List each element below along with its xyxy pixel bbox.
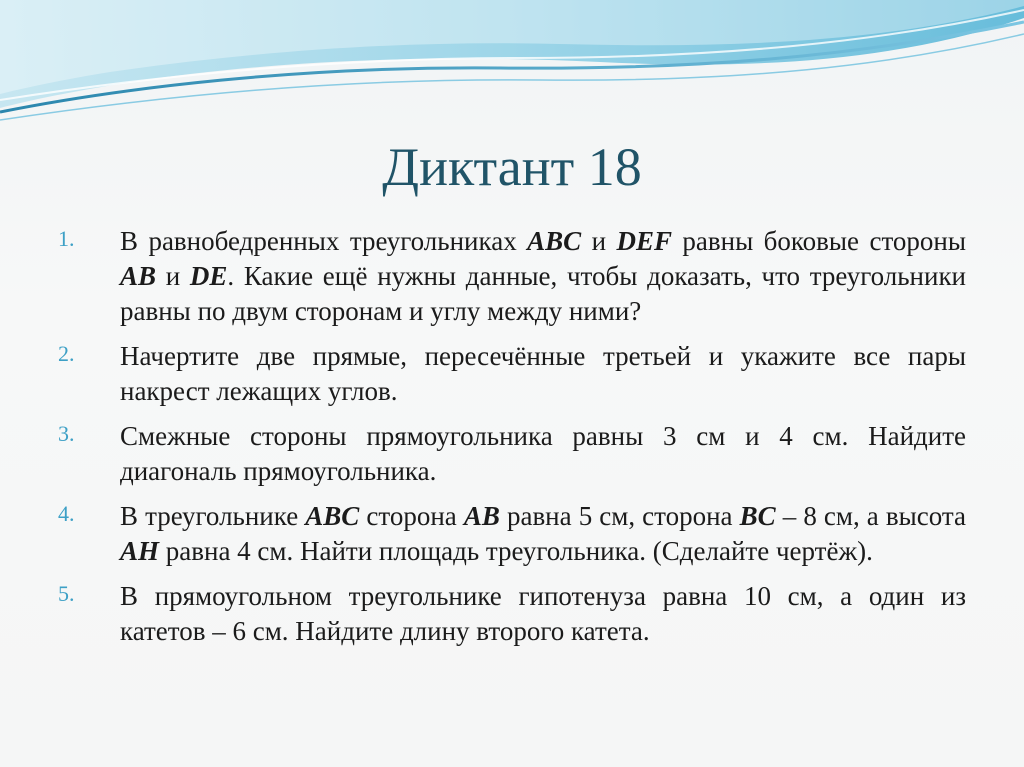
task-number: 4. [58, 501, 75, 526]
list-item-task-5 [58, 579, 966, 649]
list-item-task-4 [58, 499, 966, 569]
list-item-task-1 [58, 224, 966, 329]
task-text: В треугольнике ABC сторона AB равна 5 см, сторона BC – 8 см, а высота AH равна 4 см. Найти площадь треугольника. (Сделайте чертёж). [120, 501, 966, 566]
list-item-task-3 [58, 419, 966, 489]
list-item-task-2 [58, 339, 966, 409]
task-number: 3. [58, 421, 75, 446]
task-number: 1. [58, 226, 75, 251]
task-text: В прямоугольном треугольнике гипотенуза равна 10 см, а один из катетов – 6 см. Найдите длину второго катета. [120, 581, 966, 646]
task-number: 2. [58, 341, 75, 366]
task-text: Начертите две прямые, пересечённые третьей и укажите все пары накрест лежащих углов. [120, 341, 966, 406]
task-number: 5. [58, 581, 75, 606]
task-text: Смежные стороны прямоугольника равны 3 см и 4 см. Найдите диагональ прямоугольника. [120, 421, 966, 486]
task-list [58, 224, 966, 659]
decorative-wave-header [0, 0, 1024, 130]
slide-title: Диктант 18 [382, 137, 642, 197]
task-text: В равнобедренных треугольниках ABC и DEF равны боковые стороны AB и DE. Какие ещё нужны данные, чтобы доказать, что треугольники равны по двум сторонам и углу между ними? [120, 226, 967, 326]
